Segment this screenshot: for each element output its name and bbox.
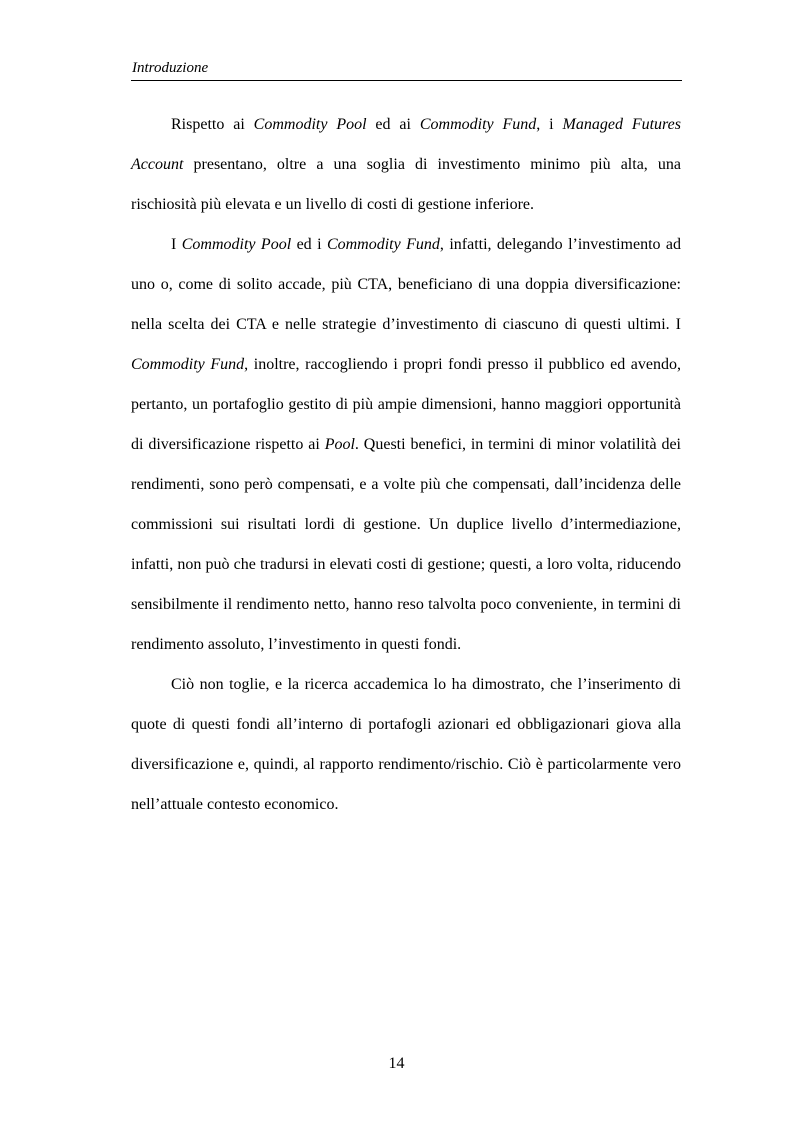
paragraph: Rispetto ai Commodity Pool ed ai Commodity Fund, i Managed Futures Account presentano, oltre a una soglia di investimento minimo più alta, una rischiosità più elevata e un livello di costi di gestione inferiore.	[131, 116, 682, 213]
italic-term: Managed Futures Account	[131, 116, 682, 173]
header-title: Introduzione	[132, 60, 209, 76]
page-number: 14	[388, 1055, 405, 1072]
body-text	[131, 105, 681, 825]
italic-term: Commodity Fund	[326, 236, 440, 253]
paragraph: I Commodity Pool ed i Commodity Fund, infatti, delegando l’investimento ad uno o, come di solito accade, più CTA, beneficiano di una doppia diversificazione: nella scelta dei CTA e nelle strategie d’investimento di ciascuno di questi ultimi. I Commodity Fund, inoltre, raccogliendo i propri fondi presso il pubblico ed avendo, pertanto, un portafoglio gestito di più ampie dimensioni, hanno maggiori opportunità di diversificazione rispetto ai Pool. Questi benefici, in termini di minor volatilità dei rendimenti, sono però compensati, e a volte più che compensati, dall’incidenza delle commissioni sui risultati lordi di gestione. Un duplice livello d’intermediazione, infatti, non può che tradursi in elevati costi di gestione; questi, a loro volta, riducendo sensibilmente il rendimento netto, hanno reso talvolta poco conveniente, in termini di rendimento assoluto, l’investimento in questi fondi.	[131, 236, 682, 653]
italic-term: Commodity Fund	[419, 116, 537, 133]
italic-term: Pool	[324, 436, 355, 453]
running-header	[131, 58, 682, 81]
italic-term: Commodity Pool	[181, 236, 292, 253]
italic-term: Commodity Fund	[131, 356, 245, 373]
italic-term: Commodity Pool	[253, 116, 367, 133]
paragraph: Ciò non toglie, e la ricerca accademica lo ha dimostrato, che l’inserimento di quote di questi fondi all’interno di portafogli azionari ed obbligazionari giova alla diversificazione e, quindi, al rapporto rendimento/rischio. Ciò è particolarmente vero nell’attuale contesto economico.	[131, 676, 681, 813]
